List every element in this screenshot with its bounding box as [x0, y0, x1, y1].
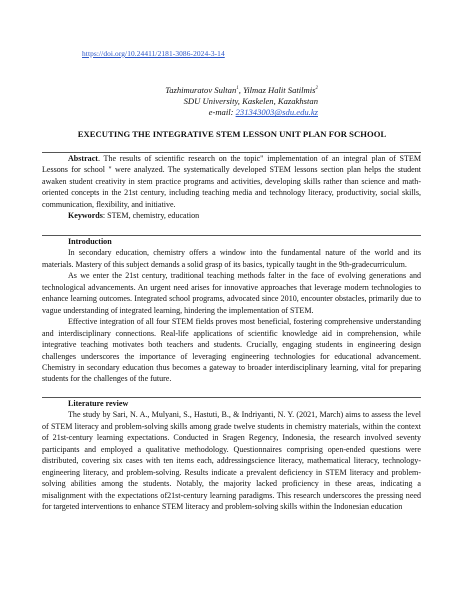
literature-paragraph-1: The study by Sari, N. A., Mulyani, S., Hastuti, B., & Indriyanti, N. Y. (2021, March) aims to assess the level of STEM literacy and problem-solving skills among grade twelve students in chemistry materials, within the context of 21st-century learning expectations. Conducted in Sragen Regency, Indonesia, the research involved seventy participants and employed a qualitative methodology. Questionnaires comprising open-ended questions were distributed, covering six cases with ten items each, addressingscience literacy, mathematical literacy, technology-engineering literacy, and problem-solving. Results indicate a prevalent deficiency in STEM literacy and problem-solving abilities among the students. Notably, the majority lacked proficiency in these areas, indicating a misalignment with the expectations of21st-century learning paradigms. This research underscores the pressing need for targeted interventions to enhance STEM literacy and problem-solving skills within the Indonesian education	[42, 410, 421, 512]
literature-section	[42, 398, 421, 513]
introduction-heading: Introduction	[68, 237, 112, 246]
doi-link[interactable]: https://doi.org/10.24411/2181-3086-2024-3-14	[82, 49, 225, 58]
keywords-line	[42, 210, 421, 221]
author-name-1: Tazhimuratov Sultan	[165, 84, 237, 95]
introduction-paragraph-2: As we enter the 21st century, traditional teaching methods falter in the face of evolving generations and technological advancements. An urgent need arises for innovative approaches that leverage modern technologies to enhance learning outcomes. Integrated school programs, advocated since 2010, encounter obstacles, primarily due to vague understanding of integrated learning, hindering the implementation of STEM.	[42, 271, 421, 315]
abstract-paragraph	[42, 153, 421, 210]
author-2-affiliation-mark: 2	[315, 86, 318, 91]
keywords-text: : STEM, chemistry, education	[102, 211, 200, 221]
author-name-2: Yilmaz Halit Satilmis	[243, 84, 316, 95]
email-link[interactable]: 231343003@sdu.edu.kz	[235, 107, 318, 118]
introduction-paragraph-1: In secondary education, chemistry offers a window into the fundamental nature of the world and its materials. Mastery of this subject demands a solid grasp of its basics, typically taught in the 9th-gradecurriculum.	[42, 248, 421, 269]
abstract-text: . The results of scientific research on the topic" implementation of an integral plan of STEM Lessons for school " were analyzed. The systematically developed STEM lessons section plan helps the student awaken student creativity in stem practice programs and activities, developing skills rather than science and math-oriented concepts in the 21st century, including teaching media and technology literacy, productivity, social skills, communication, flexibility, and initiative.	[42, 154, 421, 209]
affiliation: SDU University, Kaskelen, Kazakhstan	[183, 96, 318, 107]
email-label: e-mail:	[208, 107, 236, 118]
author-1-affiliation-mark: 1	[236, 86, 239, 91]
literature-heading: Literature review	[68, 399, 129, 408]
keywords-label: Keywords	[68, 211, 103, 221]
author-separator: ,	[238, 84, 244, 95]
abstract-section	[42, 153, 421, 222]
author-names	[165, 83, 318, 96]
paper-title: EXECUTING THE INTEGRATIVE STEM LESSON UNIT PLAN FOR SCHOOL	[77, 129, 387, 139]
abstract-label: Abstract	[68, 154, 98, 163]
introduction-section	[42, 236, 421, 385]
author-block	[165, 83, 318, 118]
introduction-paragraph-3: Effective integration of all four STEM fields proves most beneficial, fostering comprehensive understanding and interdisciplinary connections. Real-life applications of scientific knowledge aid in comprehension, while integrative teaching motivates both teachers and students. Crucially, engaging students in engineering design challenges underscores the importance of leveraging engineering technologies for educational advancement. Chemistry in secondary education thus becomes a gateway to broader interdisciplinary learning, vital for preparing students for the challenges of the future.	[42, 317, 421, 384]
email-line	[165, 107, 318, 118]
